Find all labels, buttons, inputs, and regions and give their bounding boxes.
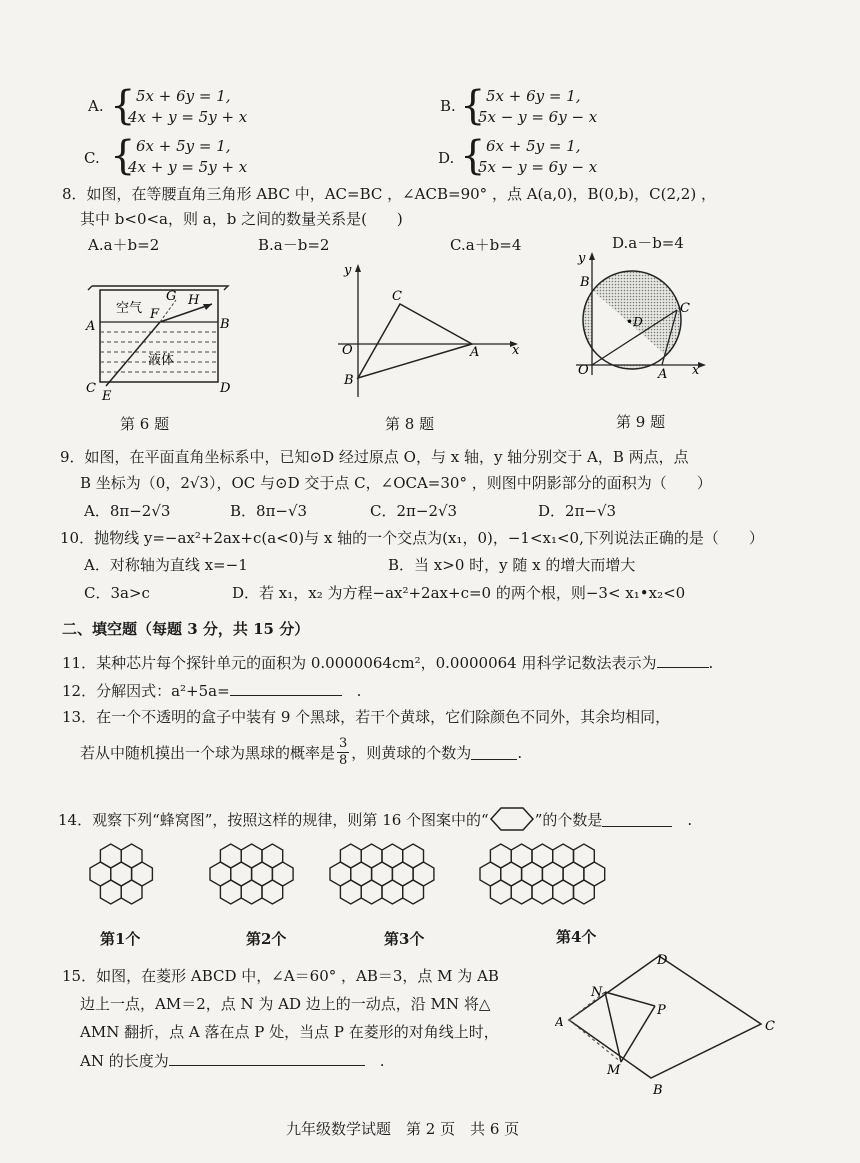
fig6-label-g: G [166, 289, 177, 304]
q8-line1: 8．如图，在等腰直角三角形 ABC 中，AC=BC ，∠ACB=90° ，点 A(a,0)，B(0,b)，C(2,2) ， [62, 185, 716, 203]
q13-line2: 若从中随机摸出一个球为黑球的概率是 3 8 ，则黄球的个数为 . [80, 736, 523, 768]
q9-option-c: C．2π−2√3 [370, 502, 458, 520]
fig8-axis-x: x [512, 343, 520, 358]
honeycomb-cell [340, 880, 361, 904]
q10-option-b: B．当 x>0 时，y 随 x 的增大而增大 [388, 556, 636, 574]
q7-option-b-system: 5x + 6y = 1, 5x − y = 6y − x [478, 87, 598, 126]
honeycomb-cell [403, 880, 424, 904]
q9-option-d: D．2π−√3 [538, 502, 617, 520]
hexagon-icon [489, 806, 535, 832]
fig15-label-n: N [591, 985, 603, 1000]
honeycomb-cell [553, 880, 574, 904]
q7-option-d-system: 6x + 5y = 1, 5x − y = 6y − x [478, 137, 598, 176]
honeycomb-cell [262, 880, 283, 904]
fig8-axis-y: y [344, 263, 352, 278]
q15-line2: 边上一点，AM＝2，点 N 为 AD 边上的一动点，沿 MN 将△ [80, 995, 491, 1013]
honeycomb-caption-4: 第4个 [556, 928, 597, 946]
q11-answer-blank[interactable] [657, 653, 709, 668]
fig15-label-m: M [607, 1063, 621, 1078]
q14-answer-blank[interactable] [602, 812, 672, 827]
q8-option-a: A.a＋b=2 [88, 236, 160, 254]
q8-option-c: C.a＋b=4 [450, 236, 522, 254]
honeycomb-cell [532, 880, 553, 904]
q7-option-c-system: 6x + 5y = 1, 4x + y = 5y + x [128, 137, 248, 176]
figure-8 [332, 262, 532, 402]
fig9-label-a: A [658, 367, 668, 380]
q14-text: 14．观察下列“蜂窝图”，按照这样的规律，则第 16 个图案中的“ ”的个数是 . [58, 806, 692, 832]
section-2-heading: 二、填空题（每题 3 分，共 15 分） [62, 620, 310, 638]
fig6-caption: 第 6 题 [120, 415, 170, 433]
fig8-label-o: O [342, 343, 353, 358]
q9-line1: 9．如图，在平面直角坐标系中，已知⊙D 经过原点 O，与 x 轴，y 轴分别交于 A，B 两点，点 [60, 448, 689, 466]
q9-line2: B 坐标为（0，2√3），OC 与⊙D 交于点 C，∠OCA=30° ，则图中阴影部分的面积为（ ） [80, 474, 712, 492]
q10-option-d: D．若 x₁，x₂ 为方程−ax²+2ax+c=0 的两个根，则−3< x₁•x₂<0 [232, 584, 686, 602]
fig15-label-c: C [765, 1019, 775, 1034]
honeycomb-cell [361, 880, 382, 904]
q15-line4: AN 的长度为 . [80, 1052, 385, 1070]
honeycomb-caption-2: 第2个 [246, 930, 287, 948]
q13-fraction: 3 8 [339, 736, 348, 768]
fig6-label-a: A [86, 319, 96, 334]
q8-option-b: B.a－b=2 [258, 236, 330, 254]
q10-option-c: C．3a>c [84, 584, 150, 602]
q8-option-d: D.a－b=4 [612, 234, 684, 252]
q9-option-b: B．8π−√3 [230, 502, 308, 520]
fig9-label-o: O [578, 363, 589, 378]
page-footer: 九年级数学试题 第 2 页 共 6 页 [286, 1120, 520, 1138]
honeycomb-cell [511, 880, 532, 904]
fig6-label-b: B [220, 317, 230, 332]
figure-6 [78, 280, 238, 405]
q9-option-a: A．8π−2√3 [84, 502, 171, 520]
fig6-air-label: 空气 [116, 301, 143, 316]
fig6-label-h: H [188, 293, 200, 308]
q7-option-b-brace: { [460, 83, 486, 129]
q10-option-a: A．对称轴为直线 x=−1 [84, 556, 248, 574]
q15-line1: 15．如图，在菱形 ABCD 中，∠A＝60° ，AB＝3，点 M 为 AB [62, 967, 499, 985]
honeycomb-cell [574, 880, 595, 904]
fig9-axis-x: x [692, 363, 700, 378]
honeycomb-cell [100, 880, 121, 904]
q7-option-a-label: A. [88, 97, 104, 115]
fig6-label-d: D [220, 381, 231, 396]
q12-answer-blank[interactable] [230, 681, 342, 696]
fig9-caption: 第 9 题 [616, 413, 666, 431]
fig6-label-c: C [86, 381, 96, 396]
fig15-label-d: D [657, 953, 668, 968]
q7-option-d-brace: { [460, 133, 486, 179]
fig8-caption: 第 8 题 [385, 415, 435, 433]
q11-text: 11．某种芯片每个探针单元的面积为 0.0000064cm²，0.0000064 用科学记数法表示为 . [62, 654, 714, 672]
q7-option-d-label: D. [438, 149, 455, 167]
fig9-label-c: C [680, 301, 690, 316]
fig6-liquid-label: 液体 [148, 353, 175, 368]
fig9-label-d: •D [626, 315, 643, 329]
fig8-label-b: B [344, 373, 354, 388]
honeycomb-cell [121, 880, 142, 904]
q7-option-a-brace: { [110, 83, 136, 129]
figure-15 [555, 948, 795, 1098]
honeycomb-cell [382, 880, 403, 904]
q10-line1: 10．抛物线 y=−ax²+2ax+c(a<0)与 x 轴的一个交点为(x₁，0)，−1<x₁<0,下列说法正确的是（ ） [60, 529, 764, 547]
q7-option-c-label: C. [84, 149, 100, 167]
fig6-label-e: E [102, 389, 112, 404]
honeycomb-cell [241, 880, 262, 904]
q7-option-c-brace: { [110, 133, 136, 179]
honeycomb-figures [80, 830, 640, 930]
honeycomb-cell [220, 880, 241, 904]
honeycomb-caption-1: 第1个 [100, 930, 141, 948]
honeycomb-cell [490, 880, 511, 904]
fig15-label-p: P [657, 1003, 666, 1018]
q8-line2: 其中 b<0<a，则 a，b 之间的数量关系是( ) [80, 210, 403, 228]
fig15-label-a: A [555, 1015, 564, 1029]
fig9-label-b: B [580, 275, 590, 290]
fig15-label-b: B [653, 1083, 663, 1098]
fig6-label-f: F [150, 307, 160, 322]
q15-line3: AMN 翻折，点 A 落在点 P 处，当点 P 在菱形的对角线上时， [80, 1023, 499, 1041]
fig8-label-c: C [392, 289, 402, 304]
q13-line1: 13．在一个不透明的盒子中装有 9 个黑球，若干个黄球，它们除颜色不同外，其余均相同， [62, 708, 671, 726]
q7-option-a-system: 5x + 6y = 1, 4x + y = 5y + x [128, 87, 248, 126]
honeycomb-caption-3: 第3个 [384, 930, 425, 948]
figure-9 [572, 250, 712, 380]
q7-option-b-label: B. [440, 97, 456, 115]
fig9-axis-y: y [578, 251, 586, 266]
q13-answer-blank[interactable] [471, 745, 517, 760]
q15-answer-blank[interactable] [169, 1051, 365, 1066]
fig8-label-a: A [470, 345, 480, 360]
q12-text: 12．分解因式：a²+5a= . [62, 682, 362, 700]
